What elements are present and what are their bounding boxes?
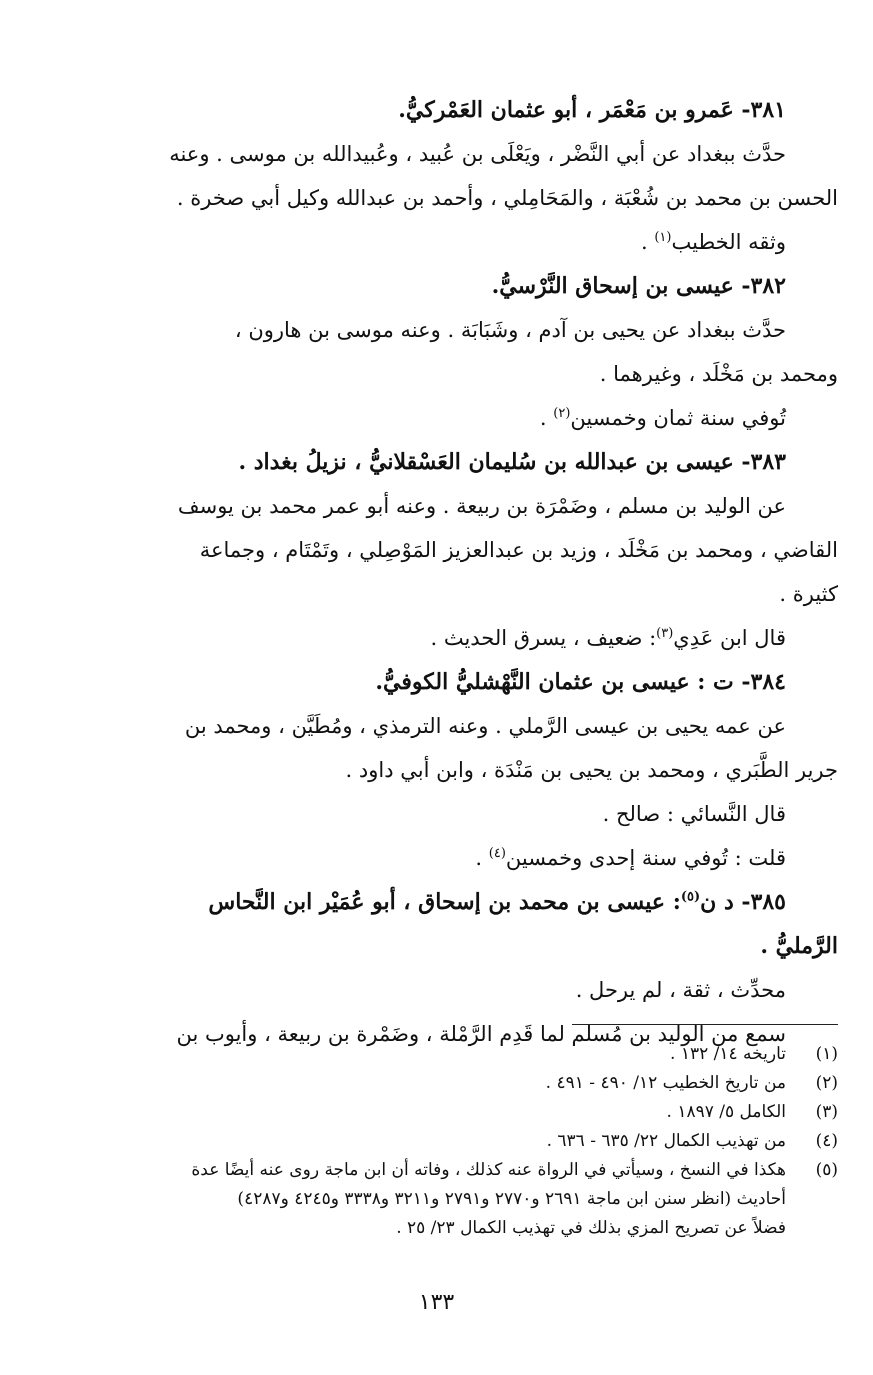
- footnote-text: من تهذيب الكمال ٢٢/ ٦٣٥ - ٦٣٦ .: [546, 1131, 786, 1151]
- footnote: [92, 1127, 838, 1156]
- footnotes: [92, 1040, 838, 1243]
- footnote-divider: [572, 1024, 838, 1025]
- period: .: [640, 230, 655, 254]
- line-text: عن الوليد بن مسلم ، وضَمْرَة بن ربيعة . وعنه أبو عمر محمد بن يوسف: [177, 494, 786, 518]
- footnote-continuation: أحاديث (انظر سنن ابن ماجة ٢٦٩١ و٢٧٧٠ و٢٧٩١ و٣٢١١ و٣٣٣٨ و٤٢٤٥ و٤٢٨٧): [237, 1189, 786, 1209]
- heading-text: ٣٨٤- ت : عيسى بن عثمان النَّهْشليُّ الكوفيُّ.: [375, 669, 786, 695]
- line-text: الحسن بن محمد بن شُعْبَة ، والمَحَامِلي ، وأحمد بن عبدالله وكيل أبي صخرة .: [176, 186, 838, 210]
- text-line: [92, 308, 838, 352]
- footnote-number: (١): [815, 1044, 838, 1064]
- footnote-number: (٤): [815, 1131, 838, 1151]
- line-text: وثقه الخطيب: [671, 230, 786, 254]
- entry-heading-382: [92, 264, 838, 308]
- text-line: [92, 616, 838, 660]
- footnote-text: الكامل ٥/ ١٨٩٧ .: [666, 1102, 786, 1122]
- entry-heading-381: [92, 88, 838, 132]
- footnote-number: (٢): [815, 1073, 838, 1093]
- text-line: [92, 352, 838, 396]
- footnote-ref: (٢): [553, 406, 571, 421]
- text-line: [92, 396, 838, 440]
- text-line: [92, 968, 838, 1012]
- footnote-continuation: فضلاً عن تصريح المزي بذلك في تهذيب الكمال ٢٣/ ٢٥ .: [396, 1218, 786, 1238]
- heading-text: : عيسى بن محمد بن إسحاق ، أبو عُمَيْر ابن النَّحاس: [208, 889, 681, 915]
- footnote: [92, 1040, 838, 1069]
- period: .: [475, 846, 489, 870]
- line-text: : ضعيف ، يسرق الحديث .: [430, 626, 657, 650]
- footnote-ref: (١): [654, 230, 672, 245]
- line-text: القاضي ، ومحمد بن مَخْلَد ، وزيد بن عبدالعزيز المَوْصِلي ، وتَمْتَام ، وجماعة: [199, 538, 838, 562]
- text-line: [92, 748, 838, 792]
- period: .: [539, 406, 554, 430]
- line-text: جرير الطَّبَري ، ومحمد بن يحيى بن مَنْدَة ، وابن أبي داود .: [345, 758, 838, 782]
- line-text: حدَّث ببغداد عن أبي النَّضْر ، ويَعْلَى بن عُبيد ، وعُبيدالله بن موسى . وعنه: [169, 142, 786, 166]
- line-text: سمع من الوليد بن مُسلم لما قَدِم الرَّمْلة ، وضَمْرة بن ربيعة ، وأيوب بن: [176, 1022, 786, 1046]
- line-text: تُوفي سنة ثمان وخمسين: [570, 406, 786, 430]
- heading-text: ٣٨١- عَمرو بن مَعْمَر ، أبو عثمان العَمْركيُّ.: [398, 97, 786, 123]
- footnote-number: (٥): [815, 1160, 838, 1180]
- entry-heading-385: [92, 880, 838, 924]
- line-text: محدِّث ، ثقة ، لم يرحل .: [575, 978, 786, 1002]
- entry-heading-384: [92, 660, 838, 704]
- footnote-number: (٣): [815, 1102, 838, 1122]
- text-line: [92, 704, 838, 748]
- footnote-ref: (٣): [656, 626, 674, 641]
- line-text: قلت : تُوفي سنة إحدى وخمسين: [505, 846, 786, 870]
- text-line: [92, 484, 838, 528]
- footnote-ref: (٤): [488, 846, 506, 861]
- footnote-text: هكذا في النسخ ، وسيأتي في الرواة عنه كذلك ، وفاته أن ابن ماجة روى عنه أيضًا عدة: [191, 1160, 786, 1180]
- text-line: [92, 176, 838, 220]
- entry-heading-385-cont: [92, 924, 838, 968]
- text-line: [92, 572, 838, 616]
- page-number: ١٣٣: [418, 1290, 455, 1315]
- footnote: [92, 1156, 838, 1185]
- text-line: [92, 528, 838, 572]
- heading-text: ٣٨٣- عيسى بن عبدالله بن سُليمان العَسْقلانيُّ ، نزيلُ بغداد .: [238, 449, 786, 475]
- text-line: [92, 132, 838, 176]
- heading-text: ٣٨٥- د ن: [700, 889, 786, 915]
- line-text: حدَّث ببغداد عن يحيى بن آدم ، وشَبَابَة . وعنه موسى بن هارون ،: [234, 318, 786, 342]
- line-text: قال ابن عَدِي: [673, 626, 786, 650]
- text-line: [92, 792, 838, 836]
- line-text: عن عمه يحيى بن عيسى الرَّملي . وعنه الترمذي ، ومُطَيَّن ، ومحمد بن: [184, 714, 786, 738]
- footnote: [92, 1069, 838, 1098]
- text-line: [92, 220, 838, 264]
- line-text: كثيرة .: [779, 582, 838, 606]
- heading-text: الرَّمليُّ .: [760, 933, 838, 959]
- line-text: ومحمد بن مَخْلَد ، وغيرهما .: [599, 362, 838, 386]
- line-text: قال النَّسائي : صالح .: [602, 802, 786, 826]
- heading-text: ٣٨٢- عيسى بن إسحاق النَّرْسيُّ.: [491, 273, 786, 299]
- footnote-text: تاريخه ١٤/ ١٣٢ .: [670, 1044, 786, 1064]
- entry-heading-383: [92, 440, 838, 484]
- footnote: [92, 1098, 838, 1127]
- main-text: [92, 88, 838, 1056]
- text-line: [92, 836, 838, 880]
- footnote-ref: (٥): [680, 889, 701, 905]
- footnote-text: من تاريخ الخطيب ١٢/ ٤٩٠ - ٤٩١ .: [545, 1073, 786, 1093]
